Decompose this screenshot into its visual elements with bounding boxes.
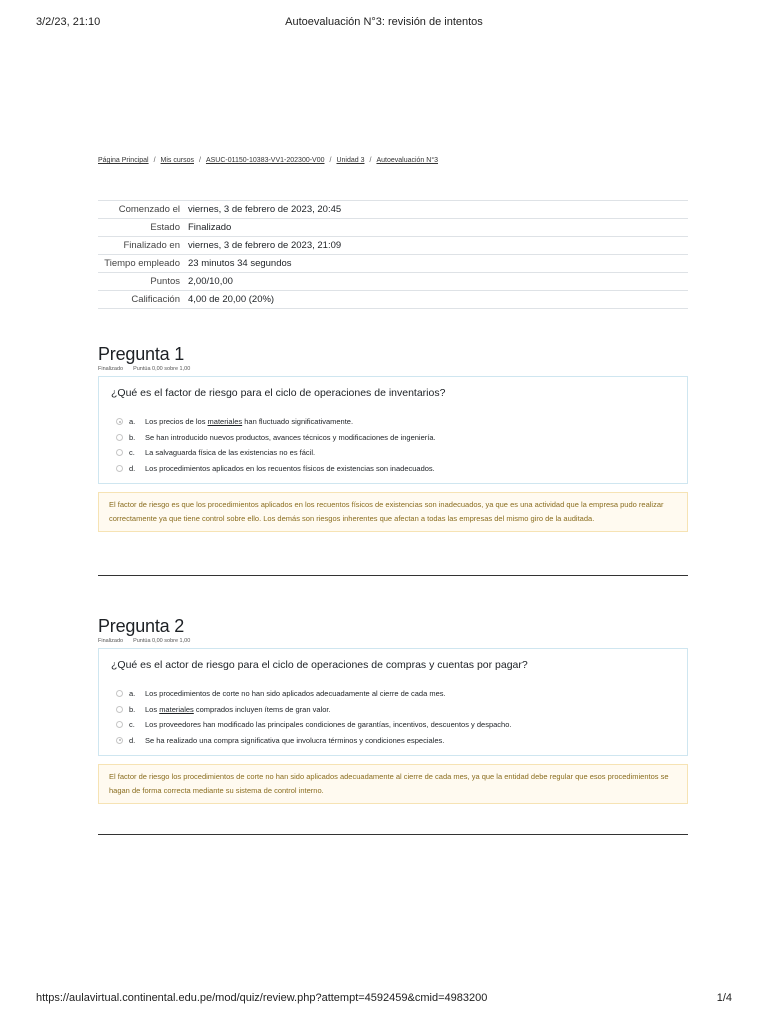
option-text: Los proveedores han modificado las principales condiciones de garantías, incentivos, descuentos y despacho. — [145, 720, 512, 730]
page-url: https://aulavirtual.continental.edu.pe/mod/quiz/review.php?attempt=4592459&cmid=4983200 — [36, 992, 488, 1004]
document-title: Autoevaluación N°3: revisión de intentos — [285, 16, 483, 28]
question-grade: Puntúa 0,00 sobre 1,00 — [133, 638, 191, 644]
summary-label: Estado — [150, 222, 180, 233]
radio-icon[interactable] — [116, 721, 123, 728]
summary-value: Finalizado — [188, 222, 232, 233]
option-letter: c. — [129, 720, 135, 730]
answer-option[interactable] — [111, 686, 675, 702]
radio-icon[interactable] — [116, 449, 123, 456]
answer-option[interactable] — [111, 445, 675, 461]
print-footer — [36, 992, 732, 1008]
option-text: Se ha realizado una compra significativa que involucra términos y condiciones especiales. — [145, 735, 445, 745]
question-state: Finalizado — [98, 638, 124, 644]
summary-label: Comenzado el — [118, 204, 180, 215]
glossary-link[interactable]: materiales — [207, 417, 243, 427]
breadcrumb — [98, 157, 438, 164]
summary-label: Tiempo empleado — [104, 258, 180, 269]
option-text: Los procedimientos aplicados en los recuentos físicos de existencias son inadecuados. — [145, 463, 435, 473]
answer-option[interactable] — [111, 702, 675, 718]
summary-label: Finalizado en — [123, 240, 180, 251]
answer-option[interactable] — [111, 414, 675, 430]
print-date: 3/2/23, 21:10 — [36, 16, 101, 28]
question-divider — [98, 575, 688, 576]
summary-row-marks — [98, 273, 688, 291]
option-text: Los materiales comprados incluyen ítems de gran valor. — [145, 704, 331, 714]
radio-icon[interactable] — [116, 434, 123, 441]
option-letter: a. — [129, 689, 136, 699]
option-letter: d. — [129, 735, 136, 745]
summary-row-grade — [98, 291, 688, 309]
question-content — [98, 376, 688, 484]
summary-row-finished — [98, 237, 688, 255]
glossary-link[interactable]: materiales — [159, 704, 194, 714]
page-number: 1/4 — [716, 992, 732, 1004]
question-state: Finalizado — [98, 366, 124, 372]
question-content — [98, 648, 688, 756]
attempt-summary-table — [98, 200, 688, 309]
summary-row-started — [98, 201, 688, 219]
breadcrumb-home[interactable]: Página Principal — [98, 157, 149, 164]
breadcrumb-my-courses[interactable]: Mis cursos — [160, 157, 194, 164]
breadcrumb-separator: / — [199, 157, 201, 164]
breadcrumb-separator: / — [153, 157, 156, 164]
summary-row-state — [98, 219, 688, 237]
summary-label: Calificación — [131, 294, 180, 305]
summary-value: 4,00 de 20,00 (20%) — [188, 294, 275, 305]
radio-icon[interactable] — [116, 706, 123, 713]
radio-icon[interactable] — [116, 690, 123, 697]
option-letter: a. — [129, 417, 136, 427]
summary-label: Puntos — [150, 276, 180, 287]
answer-option[interactable] — [111, 717, 675, 733]
question-title: Pregunta 2 — [98, 616, 185, 636]
option-text: Se han introducido nuevos productos, avances técnicos y modificaciones de ingeniería. — [145, 432, 436, 442]
option-letter: b. — [129, 704, 136, 714]
question-divider — [98, 834, 688, 835]
breadcrumb-unit[interactable]: Unidad 3 — [336, 157, 365, 164]
question-title: Pregunta 1 — [98, 344, 185, 364]
question-grade: Puntúa 0,00 sobre 1,00 — [133, 366, 191, 372]
question-info — [98, 365, 688, 374]
summary-row-time-taken — [98, 255, 688, 273]
breadcrumb-course[interactable]: ASUC-01150-10383-VV1-202300-V00 — [205, 157, 325, 164]
option-text: Los procedimientos de corte no han sido aplicados adecuadamente al cierre de cada mes. — [145, 689, 446, 699]
breadcrumb-separator: / — [369, 157, 372, 164]
summary-value: 23 minutos 34 segundos — [188, 258, 292, 269]
question-text: ¿Qué es el factor de riesgo para el ciclo de operaciones de inventarios? — [111, 387, 446, 399]
print-header — [36, 16, 732, 32]
answer-option[interactable] — [111, 461, 675, 477]
radio-selected-icon[interactable] — [116, 418, 123, 425]
question-text: ¿Qué es el actor de riesgo para el ciclo de operaciones de compras y cuentas por pagar? — [111, 659, 528, 671]
answer-option[interactable] — [111, 733, 675, 749]
option-text: Los precios de los materiales han fluctuado significativamente. — [145, 417, 354, 427]
summary-value: 2,00/10,00 — [188, 276, 233, 287]
general-feedback: El factor de riesgo los procedimientos de corte no han sido aplicados adecuadamente al cierre de cada mes, ya que la entidad debe regular que esos procedimientos se hagan de forma correcta mediante su sistema de control interno. — [98, 764, 688, 804]
answer-option[interactable] — [111, 430, 675, 446]
option-letter: d. — [129, 463, 136, 473]
breadcrumb-separator: / — [329, 157, 332, 164]
question-info — [98, 637, 688, 646]
radio-selected-icon[interactable] — [116, 737, 123, 744]
question-1 — [98, 343, 688, 532]
question-2 — [98, 615, 688, 804]
general-feedback: El factor de riesgo es que los procedimientos aplicados en los recuentos físicos de existencias son inadecuados, ya que es una actividad que la empresa pudo realizar correctamente ya que tiene control sobre ello. Los demás son riesgos inherentes que afectan a todas las empresas del mismo giro de la auditada. — [98, 492, 688, 532]
breadcrumb-quiz[interactable]: Autoevaluación N°3 — [376, 157, 439, 164]
summary-value: viernes, 3 de febrero de 2023, 21:09 — [188, 240, 342, 251]
radio-icon[interactable] — [116, 465, 123, 472]
option-letter: b. — [129, 432, 136, 442]
summary-value: viernes, 3 de febrero de 2023, 20:45 — [188, 204, 342, 215]
option-letter: c. — [129, 448, 135, 458]
option-text: La salvaguarda física de las existencias no es fácil. — [145, 448, 316, 458]
